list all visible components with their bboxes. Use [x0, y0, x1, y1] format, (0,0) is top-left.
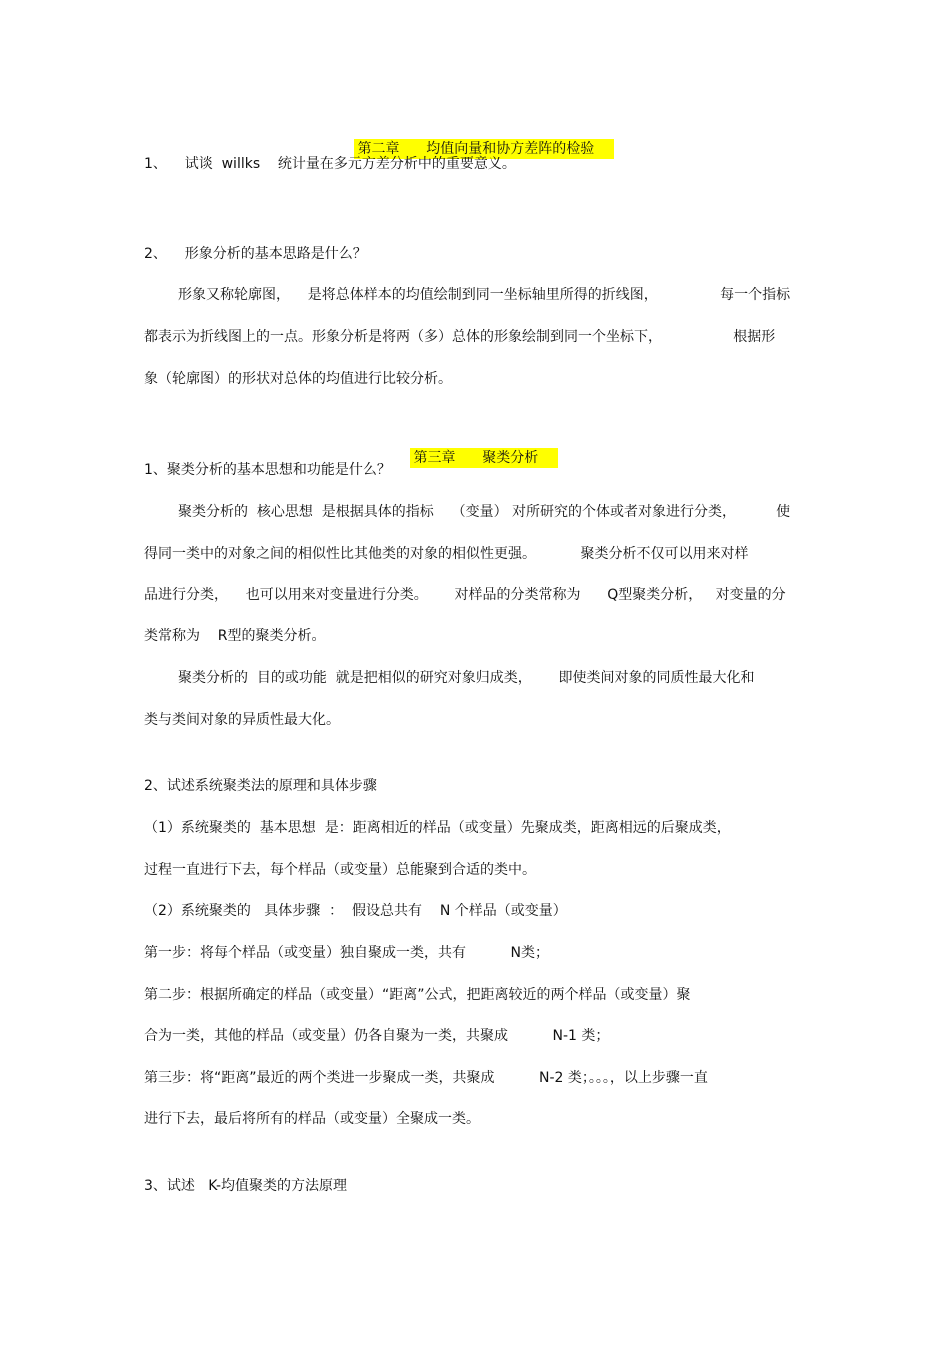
answer-3-1-p1-line-2: 得同一类中的对象之间的相似性比其他类的对象的相似性更强。 聚类分析不仅可以用来对样: [144, 546, 749, 562]
question-3-1: 1、聚类分析的基本思想和功能是什么？: [144, 462, 391, 478]
answer-3-1-p1-line-4: 类常称为 R型的聚类分析。: [144, 628, 326, 644]
answer-3-2-line-1: （1）系统聚类的 基本思想 是：距离相近的样品（或变量）先聚成类，距离相远的后聚成类，: [144, 820, 731, 836]
answer-3-1-p2-line-1: 聚类分析的 目的或功能 就是把相似的研究对象归成类， 即使类间对象的同质性最大化和: [178, 670, 755, 686]
answer-2-2-line-1: 形象又称轮廓图， 是将总体样本的均值绘制到同一坐标轴里所得的折线图， 每一个指标: [178, 287, 791, 303]
question-3-2: 2、试述系统聚类法的原理和具体步骤: [144, 778, 377, 794]
chapter-3-heading: [0, 428, 950, 488]
chapter-3-title: 第三章 聚类分析: [410, 448, 559, 468]
answer-3-1-p2-line-2: 类与类间对象的异质性最大化。: [144, 712, 340, 728]
answer-2-2-line-3: 象（轮廓图）的形状对总体的均值进行比较分析。: [144, 371, 452, 387]
question-2-1: 1、 试谈 willks 统计量在多元方差分析中的重要意义。: [144, 156, 516, 172]
answer-3-2-line-4: 第一步：将每个样品（或变量）独自聚成一类，共有 N类；: [144, 945, 549, 961]
answer-3-2-line-6: 合为一类，其他的样品（或变量）仍各自聚为一类，共聚成 N-1 类；: [144, 1028, 610, 1044]
question-3-3: 3、试述 K-均值聚类的方法原理: [144, 1178, 348, 1194]
answer-3-2-line-8: 进行下去，最后将所有的样品（或变量）全聚成一类。: [144, 1111, 480, 1127]
answer-3-2-line-7: 第三步：将“距离”最近的两个类进一步聚成一类，共聚成 N-2 类；。。。，以上步骤一直: [144, 1070, 708, 1086]
question-2-2: 2、 形象分析的基本思路是什么？: [144, 246, 367, 262]
answer-3-2-line-5: 第二步：根据所确定的样品（或变量）“距离”公式，把距离较近的两个样品（或变量）聚: [144, 987, 691, 1003]
answer-2-2-line-2: 都表示为折线图上的一点。形象分析是将两（多）总体的形象绘制到同一个坐标下， 根据形: [144, 329, 776, 345]
answer-3-1-p1-line-1: 聚类分析的 核心思想 是根据具体的指标 （变量） 对所研究的个体或者对象进行分类， 使: [178, 504, 791, 520]
answer-3-1-p1-line-3: 品进行分类， 也可以用来对变量进行分类。 对样品的分类常称为 Q型聚类分析， 对变量的分: [144, 587, 786, 603]
answer-3-2-line-3: （2）系统聚类的 具体步骤 ： 假设总共有 N 个样品（或变量）: [144, 903, 567, 919]
chapter-2-title: 第二章 均值向量和协方差阵的检验: [354, 139, 615, 159]
answer-3-2-line-2: 过程一直进行下去，每个样品（或变量）总能聚到合适的类中。: [144, 862, 536, 878]
